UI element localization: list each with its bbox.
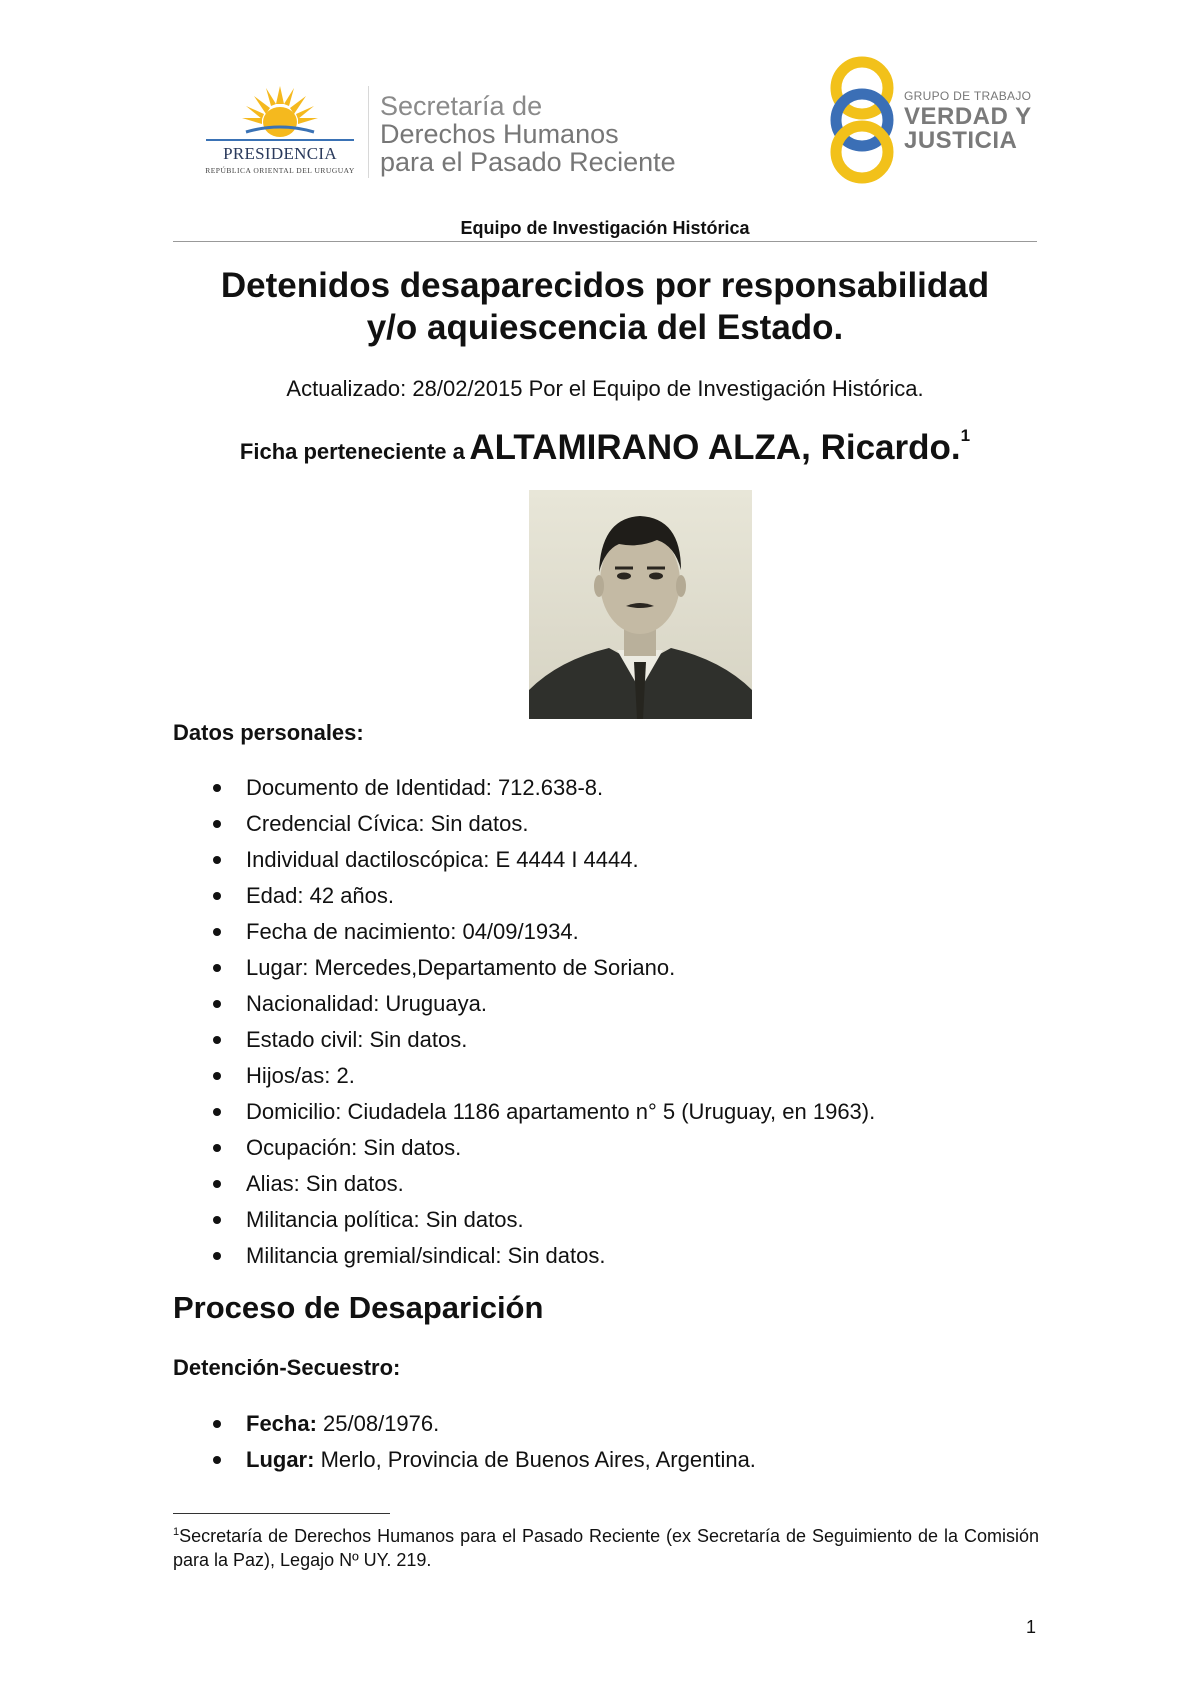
- personal-data-heading: Datos personales:: [173, 720, 364, 745]
- list-item-text: Individual dactiloscópica: E 4444 I 4444.: [246, 847, 639, 872]
- bullet-icon: [213, 1144, 221, 1152]
- vj-title-line: JUSTICIA: [904, 127, 1018, 154]
- ficha-heading: [150, 426, 1060, 468]
- bullet-icon: [213, 1420, 221, 1428]
- list-item: [173, 914, 1053, 950]
- presidencia-name: PRESIDENCIA: [223, 144, 337, 163]
- list-item-text: Alias: Sin datos.: [246, 1171, 404, 1196]
- footnote-ref: 1: [960, 426, 971, 445]
- bullet-icon: [213, 1456, 221, 1464]
- list-item-text: Edad: 42 años.: [246, 883, 395, 908]
- list-item-text: Ocupación: Sin datos.: [246, 1135, 462, 1160]
- list-item-text: Estado civil: Sin datos.: [246, 1027, 468, 1052]
- header-divider: [368, 86, 369, 178]
- list-item: [173, 878, 1053, 914]
- presidencia-logo: [200, 82, 360, 182]
- vj-group-label: GRUPO DE TRABAJO: [904, 89, 1032, 103]
- secretaria-line: para el Pasado Reciente: [380, 147, 676, 177]
- list-item-text: Militancia gremial/sindical: Sin datos.: [246, 1243, 606, 1268]
- list-item-text: Fecha de nacimiento: 04/09/1934.: [246, 919, 579, 944]
- list-item: [173, 1406, 1053, 1442]
- secretaria-line: Secretaría de: [380, 91, 543, 121]
- bullet-icon: [213, 892, 221, 900]
- list-item-text: Militancia política: Sin datos.: [246, 1207, 524, 1232]
- bullet-icon: [213, 1252, 221, 1260]
- subheading-detencion: Detención-Secuestro:: [173, 1355, 401, 1380]
- footnote-number: 1: [173, 1526, 180, 1538]
- verdad-justicia-logo: [824, 56, 1044, 186]
- header-rule: [173, 241, 1037, 242]
- list-item: [173, 1442, 1053, 1478]
- personal-data-list: [173, 770, 1053, 1274]
- title-line: Detenidos desaparecidos por responsabilidad: [220, 266, 990, 305]
- bullet-icon: [213, 1108, 221, 1116]
- list-item: [173, 1202, 1053, 1238]
- title-line: y/o aquiescencia del Estado.: [366, 308, 844, 347]
- item-value: Merlo, Provincia de Buenos Aires, Argentina.: [314, 1447, 756, 1472]
- detention-list: [173, 1406, 1053, 1478]
- presidencia-rule: [206, 139, 354, 141]
- bullet-icon: [213, 1000, 221, 1008]
- list-item: [173, 1094, 1053, 1130]
- page-number: 1: [1026, 1617, 1037, 1637]
- list-item: [173, 986, 1053, 1022]
- secretaria-logo-text: [380, 92, 676, 176]
- list-item: [173, 1166, 1053, 1202]
- vj-title-line: VERDAD Y: [904, 103, 1032, 130]
- updated-line: Actualizado: 28/02/2015 Por el Equipo de Investigación Histórica.: [286, 376, 924, 401]
- list-item-text: Hijos/as: 2.: [246, 1063, 355, 1088]
- item-value: 25/08/1976.: [316, 1411, 440, 1436]
- list-item: [173, 1022, 1053, 1058]
- list-item-text: Lugar: Mercedes,Departamento de Soriano.: [246, 955, 676, 980]
- person-name: ALTAMIRANO ALZA, Ricardo.: [469, 428, 961, 467]
- list-item: [173, 806, 1053, 842]
- portrait-photo: [529, 490, 752, 719]
- bullet-icon: [213, 1036, 221, 1044]
- sun-icon: [240, 82, 320, 140]
- item-label: Lugar:: [246, 1447, 315, 1472]
- page-title: [150, 265, 1060, 349]
- list-item: [173, 770, 1053, 806]
- section-heading-proceso: Proceso de Desaparición: [173, 1290, 544, 1325]
- footnote-text: Secretaría de Derechos Humanos para el Pasado Reciente (ex Secretaría de Seguimiento de la Comisión para la Paz), Legajo Nº UY. 219.: [173, 1526, 1039, 1570]
- list-item-text: Nacionalidad: Uruguaya.: [246, 991, 487, 1016]
- bullet-icon: [213, 1072, 221, 1080]
- bullet-icon: [213, 820, 221, 828]
- secretaria-line: Derechos Humanos: [380, 119, 619, 149]
- item-label: Fecha:: [246, 1411, 317, 1436]
- bullet-icon: [213, 1180, 221, 1188]
- list-item: [173, 950, 1053, 986]
- bullet-icon: [213, 928, 221, 936]
- list-item-text: Domicilio: Ciudadela 1186 apartamento n° 5 (Uruguay, en 1963).: [246, 1099, 876, 1124]
- list-item: [173, 1058, 1053, 1094]
- list-item: [173, 1238, 1053, 1274]
- bullet-icon: [213, 964, 221, 972]
- ficha-prefix: Ficha perteneciente a: [239, 439, 465, 464]
- presidencia-subtitle: REPÚBLICA ORIENTAL DEL URUGUAY: [205, 166, 355, 175]
- list-item: [173, 1130, 1053, 1166]
- bullet-icon: [213, 784, 221, 792]
- footnote-rule: [173, 1513, 390, 1514]
- list-item-text: Documento de Identidad: 712.638-8.: [246, 775, 604, 800]
- list-item-text: Credencial Cívica: Sin datos.: [246, 811, 529, 836]
- list-item: [173, 842, 1053, 878]
- bullet-icon: [213, 1216, 221, 1224]
- team-label: Equipo de Investigación Histórica: [460, 218, 750, 238]
- bullet-icon: [213, 856, 221, 864]
- linked-rings-icon: [824, 56, 904, 186]
- footnote: [173, 1520, 1039, 1572]
